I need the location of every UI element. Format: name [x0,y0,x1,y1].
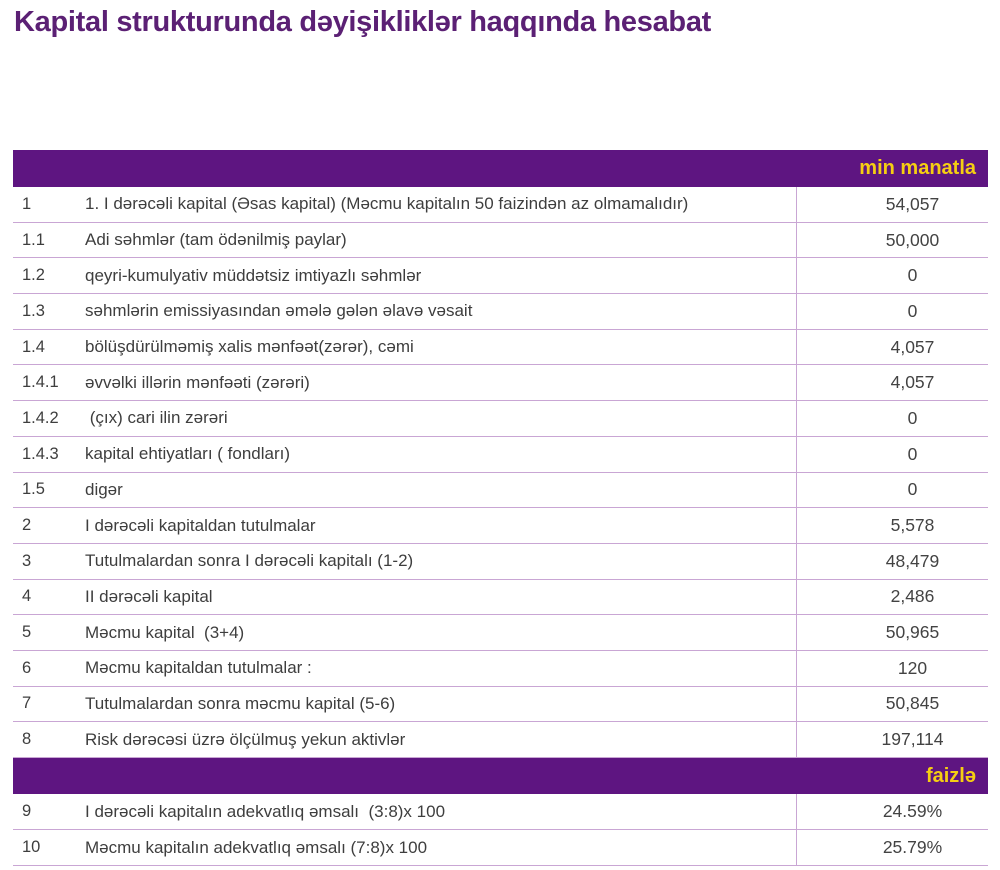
row-number: 7 [22,694,32,713]
table-row [13,473,988,509]
row-value: 0 [796,401,988,436]
table-row [13,830,988,866]
table-row [13,615,988,651]
row-label: II dərəcəli kapital [85,586,213,606]
table-row [13,687,988,723]
row-number: 1.4.1 [22,373,59,392]
table-header-band [13,150,988,187]
table-row [13,794,988,830]
row-value: 0 [796,473,988,508]
row-number: 1.5 [22,480,45,499]
table-row [13,651,988,687]
row-number: 4 [22,587,32,606]
table-row [13,437,988,473]
row-value: 4,057 [796,365,988,400]
row-label: səhmlərin emissiyasından əmələ gələn əlavə vəsait [85,301,473,321]
row-number: 1.4.2 [22,408,59,427]
row-label: digər [85,479,123,499]
capital-structure-table [13,150,988,866]
row-number: 8 [22,730,32,749]
row-label: 1. I dərəcəli kapital (Əsas kapital) (Məcmu kapitalın 50 faizindən az olmamalıdır) [85,194,689,214]
row-value: 120 [796,651,988,686]
table-row [13,580,988,616]
table-row [13,187,988,223]
row-number: 1.1 [22,230,45,249]
row-value: 0 [796,294,988,329]
row-label: Məcmu kapitaldan tutulmalar : [85,658,312,678]
row-number: 3 [22,551,32,570]
table-row [13,330,988,366]
row-value: 50,845 [796,687,988,722]
row-value: 197,114 [796,722,988,757]
table-row [13,365,988,401]
table-row [13,223,988,259]
row-value: 24.59% [796,794,988,829]
row-number: 1.3 [22,301,45,320]
row-label: kapital ehtiyatları ( fondları) [85,444,291,464]
row-label: (çıx) cari ilin zərəri [85,408,228,428]
table-row [13,722,988,758]
row-label: Məcmu kapital (3+4) [85,622,245,642]
row-value: 2,486 [796,580,988,615]
table-row [13,294,988,330]
row-value: 48,479 [796,544,988,579]
row-number: 2 [22,516,32,535]
row-label: bölüşdürülməmiş xalis mənfəət(zərər), cəmi [85,337,414,357]
row-label: I dərəcəli kapitalın adekvatlıq əmsalı (3:8)x 100 [85,801,446,821]
unit-header-min-manatla: min manatla [859,157,976,179]
row-number: 6 [22,658,32,677]
row-label: əvvəlki illərin mənfəəti (zərəri) [85,372,310,392]
page-title: Kapital strukturunda dəyişikliklər haqqında hesabat [14,6,711,38]
row-value: 0 [796,258,988,293]
table-rows-percent [13,794,988,866]
row-value: 54,057 [796,187,988,222]
row-value: 5,578 [796,508,988,543]
row-number: 1.4 [22,337,45,356]
row-number: 5 [22,623,32,642]
row-label: I dərəcəli kapitaldan tutulmalar [85,515,316,535]
row-label: Risk dərəcəsi üzrə ölçülmuş yekun aktivlər [85,729,406,749]
percent-header-band [13,758,988,794]
row-value: 50,965 [796,615,988,650]
row-number: 1.2 [22,266,45,285]
unit-header-faizle: faizlə [925,764,976,787]
row-label: Tutulmalardan sonra məcmu kapital (5-6) [85,693,396,713]
row-value: 50,000 [796,223,988,258]
row-number: 1.4.3 [22,444,59,463]
row-number: 1 [22,194,32,213]
table-row [13,401,988,437]
row-value: 25.79% [796,830,988,865]
row-number: 10 [22,838,41,856]
row-value: 0 [796,437,988,472]
row-value: 4,057 [796,330,988,365]
row-label: Tutulmalardan sonra I dərəcəli kapitalı (1-2) [85,551,414,571]
row-label: Məcmu kapitalın adekvatlıq əmsalı (7:8)x 100 [85,837,428,857]
row-number: 9 [22,802,32,820]
table-row [13,508,988,544]
row-label: qeyri-kumulyativ müddətsiz imtiyazlı səhmlər [85,265,422,285]
table-rows-main [13,187,988,758]
row-label: Adi səhmlər (tam ödənilmiş paylar) [85,230,347,250]
table-row [13,258,988,294]
table-row [13,544,988,580]
